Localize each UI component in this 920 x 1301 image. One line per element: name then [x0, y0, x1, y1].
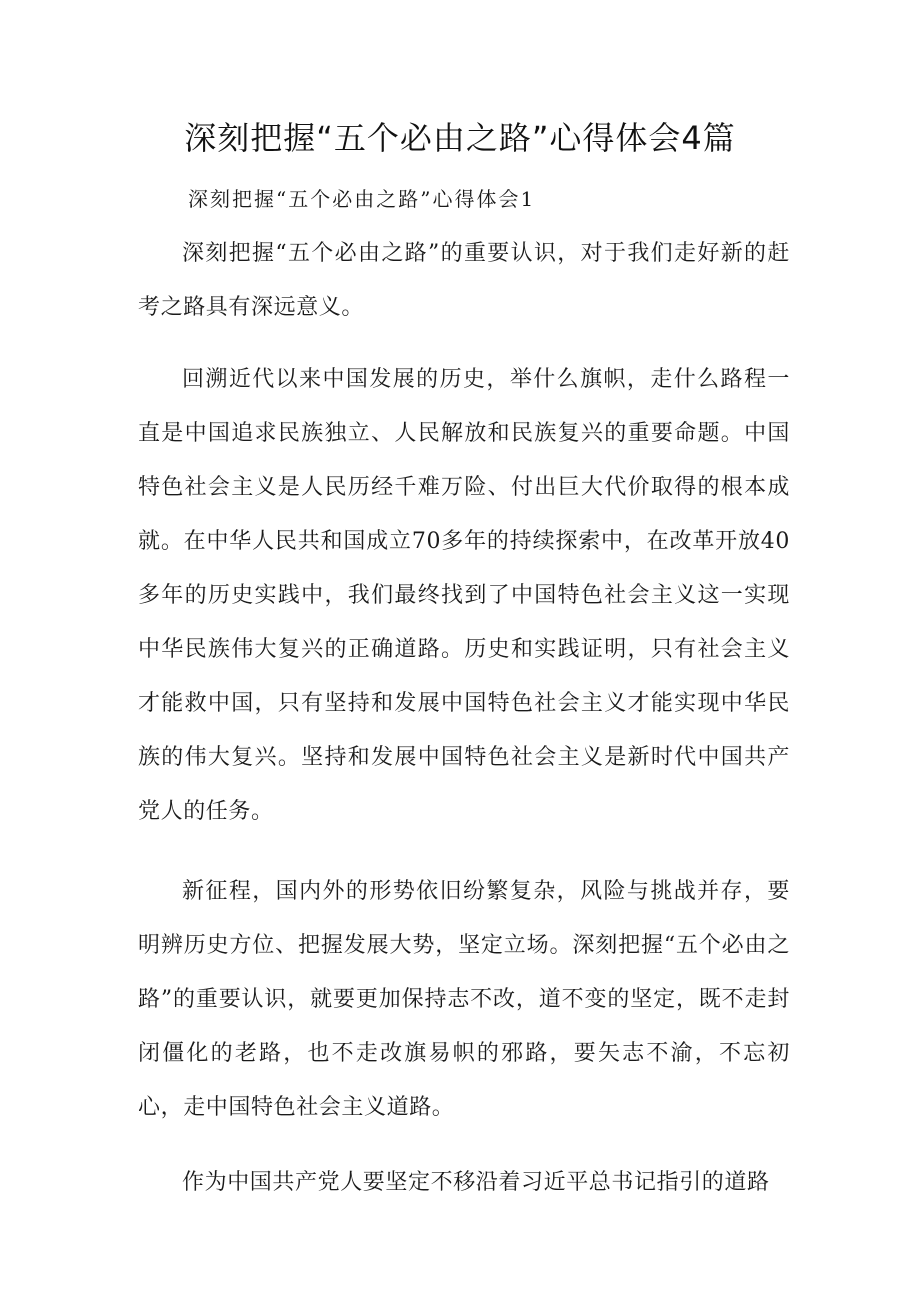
- paragraph-1: 深刻把握“五个必由之路”的重要认识，对于我们走好新的赶考之路具有深远意义。: [138, 241, 790, 320]
- paragraph-3: 新征程，国内外的形势依旧纷繁复杂，风险与挑战并存，要明辨历史方位、把握发展大势，坚定立场。深刻把握“五个必由之路”的重要认识，就要更加保持志不改，道不变的坚定，既不走封闭僵化的老路，也不走改旗易帜的邪路，要矢志不渝，不忘初心，走中国特色社会主义道路。: [138, 879, 790, 1120]
- document-title: 深刻把握“五个必由之路”心得体会4篇: [184, 119, 736, 157]
- paragraph-2: 回溯近代以来中国发展的历史，举什么旗帜，走什么路程一直是中国追求民族独立、人民解放和民族复兴的重要命题。中国特色社会主义是人民历经千难万险、付出巨大代价取得的根本成就。在中华人民共和国成立70多年的持续探索中，在改革开放40多年的历史实践中，我们最终找到了中国特色社会主义这一实现中华民族伟大复兴的正确道路。历史和实践证明，只有社会主义才能救中国，只有坚持和发展中国特色社会主义才能实现中华民族的伟大复兴。坚持和发展中国特色社会主义是新时代中国共产党人的任务。: [138, 367, 790, 824]
- paragraph-4: 作为中国共产党人要坚定不移沿着习近平总书记指引的道路: [182, 1170, 770, 1195]
- section-subtitle: 深刻把握“五个必由之路”心得体会1: [188, 187, 536, 211]
